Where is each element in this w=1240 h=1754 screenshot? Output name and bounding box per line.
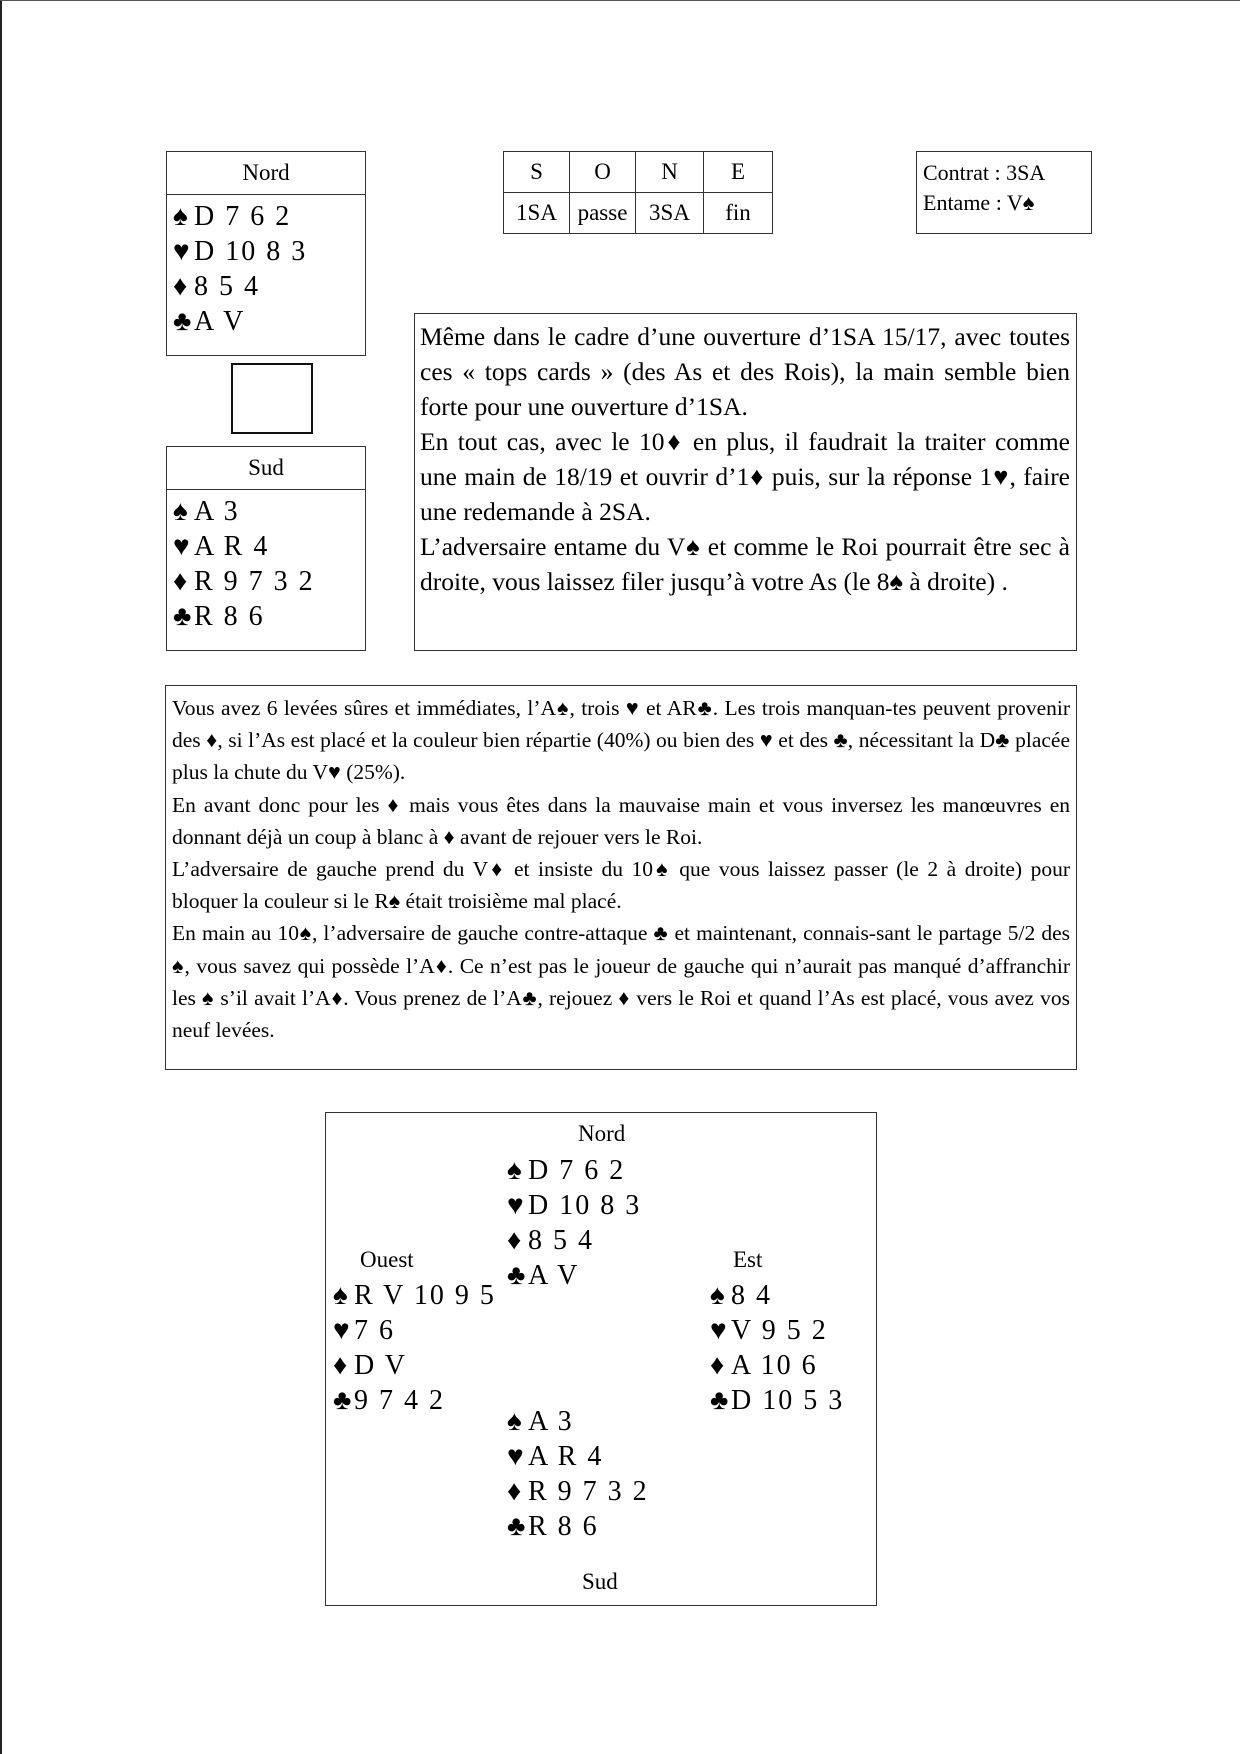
lead-line: Entame : V♠ [923, 190, 1035, 215]
diamond-icon: ♦ [710, 1350, 725, 1381]
bidding-header-east: E [704, 152, 773, 193]
south-hand-title: Sud [167, 447, 365, 490]
bidding-header-north: N [636, 152, 704, 193]
deal-north-diamonds: ♦ 8 5 4 [507, 1225, 594, 1256]
bidding-header-west: O [570, 152, 636, 193]
spade-icon: ♠ [173, 201, 188, 232]
bidding-call-row [504, 193, 773, 234]
commentary-1-paragraph: En tout cas, avec le 10♦ en plus, il faudrait la traiter comme une main de 18/19 et ouvrir d’1♦ puis, sur la réponse 1♥, faire une redemande à 2SA. [420, 427, 1070, 526]
deal-south-clubs: ♣R 8 6 [507, 1511, 599, 1542]
deal-west-diamonds: ♦ D V [333, 1350, 407, 1381]
deal-south-label: Sud [582, 1569, 618, 1594]
deal-west-hand [333, 1278, 496, 1418]
heart-icon: ♥ [507, 1441, 524, 1472]
diamond-icon: ♦ [173, 566, 188, 597]
commentary-2-paragraph: L’adversaire de gauche prend du V♦ et insiste du 10♠ que vous laissez passer (le 2 à droite) pour bloquer la couleur si le R♠ était troisième mal placé. [172, 857, 1070, 914]
deal-north-hearts: ♥ D 10 8 3 [507, 1190, 642, 1221]
north-spades: ♠ D 7 6 2 [173, 201, 292, 232]
diamond-icon: ♦ [333, 1350, 348, 1381]
commentary-box-2 [165, 685, 1077, 1070]
bidding-call-east: fin [704, 193, 773, 234]
south-spades: ♠ A 3 [173, 496, 240, 527]
deal-north-label: Nord [578, 1121, 626, 1146]
spade-icon: ♠ [173, 496, 188, 527]
north-hand-title: Nord [167, 152, 365, 195]
spade-icon: ♠ [710, 1280, 725, 1311]
contract-line: Contrat : 3SA [923, 160, 1046, 185]
deal-east-spades: ♠ 8 4 [710, 1280, 772, 1311]
deal-west-label: Ouest [360, 1247, 414, 1272]
deal-east-hearts: ♥ V 9 5 2 [710, 1315, 828, 1346]
bidding-header-south: S [504, 152, 570, 193]
club-icon: ♣ [333, 1385, 352, 1416]
commentary-2-paragraph: Vous avez 6 levées sûres et immédiates, l’A♠, trois ♥ et AR♣. Les trois manquan-tes peuvent provenir des ♦, si l’As est placé et la couleur bien répartie (40%) ou bien des ♥ et des ♣, nécessitant la D♣ placée plus la chute du V♥ (25%). [172, 696, 1070, 785]
deal-east-hand [710, 1278, 844, 1418]
commentary-2-paragraph: En avant donc pour les ♦ mais vous êtes dans la mauvaise main et vous inversez les manœuvres en donnant déjà un coup à blanc à ♦ avant de rejouer vers le Roi. [172, 792, 1070, 849]
club-icon: ♣ [507, 1511, 526, 1542]
deal-north-spades: ♠ D 7 6 2 [507, 1155, 626, 1186]
commentary-1-paragraph: L’adversaire entame du V♠ et comme le Roi pourrait être sec à droite, vous laissez filer jusqu’à votre As (le 8♠ à droite) . [420, 532, 1070, 596]
diamond-icon: ♦ [173, 271, 188, 302]
spade-icon: ♠ [507, 1155, 522, 1186]
page-top-edge [0, 0, 1240, 1]
table-placeholder-box [231, 363, 313, 434]
club-icon: ♣ [710, 1385, 729, 1416]
club-icon: ♣ [173, 601, 192, 632]
deal-south-spades: ♠ A 3 [507, 1406, 574, 1437]
commentary-2-paragraph: En main au 10♠, l’adversaire de gauche contre-attaque ♣ et maintenant, connais-sant le partage 5/2 des ♠, vous savez qui possède l’A♦. Ce n’est pas le joueur de gauche qui n’aurait pas manqué d’affranchir les ♠ s’il avait l’A♦. Vous prenez de l’A♣, rejouez ♦ vers le Roi et quand l’As est placé, vous avez vos neuf levées. [172, 921, 1070, 1043]
deal-west-clubs: ♣9 7 4 2 [333, 1385, 445, 1416]
club-icon: ♣ [173, 306, 192, 337]
deal-west-spades: ♠ R V 10 9 5 [333, 1280, 496, 1311]
south-hand-box [166, 446, 366, 651]
deal-west-hearts: ♥ 7 6 [333, 1315, 395, 1346]
full-deal-diagram [325, 1112, 877, 1606]
deal-south-hearts: ♥ A R 4 [507, 1441, 604, 1472]
deal-south-diamonds: ♦ R 9 7 3 2 [507, 1476, 649, 1507]
spade-icon: ♠ [333, 1280, 348, 1311]
page-left-edge [0, 0, 2, 1754]
deal-north-hand [507, 1153, 641, 1293]
diamond-icon: ♦ [507, 1225, 522, 1256]
north-clubs: ♣A V [173, 306, 246, 337]
commentary-1-paragraph: Même dans le cadre d’une ouverture d’1SA 15/17, avec toutes ces « tops cards » (des As et des Rois), la main semble bien forte pour une ouverture d’1SA. [420, 322, 1070, 421]
bidding-call-south: 1SA [504, 193, 570, 234]
south-hearts: ♥ A R 4 [173, 531, 270, 562]
heart-icon: ♥ [173, 531, 190, 562]
diamond-icon: ♦ [507, 1476, 522, 1507]
deal-north-clubs: ♣A V [507, 1260, 580, 1291]
deal-east-clubs: ♣D 10 5 3 [710, 1385, 845, 1416]
deal-east-diamonds: ♦ A 10 6 [710, 1350, 818, 1381]
heart-icon: ♥ [507, 1190, 524, 1221]
commentary-box-1 [414, 313, 1077, 651]
deal-south-hand [507, 1404, 649, 1544]
south-diamonds: ♦ R 9 7 3 2 [173, 566, 315, 597]
heart-icon: ♥ [333, 1315, 350, 1346]
heart-icon: ♥ [173, 236, 190, 267]
north-hearts: ♥ D 10 8 3 [173, 236, 308, 267]
deal-east-label: Est [733, 1247, 763, 1272]
bidding-header-row [504, 152, 773, 193]
south-clubs: ♣R 8 6 [173, 601, 265, 632]
bidding-call-north: 3SA [636, 193, 704, 234]
heart-icon: ♥ [710, 1315, 727, 1346]
bidding-call-west: passe [570, 193, 636, 234]
north-hand-box [166, 151, 366, 356]
bidding-table [503, 151, 773, 234]
contract-box [916, 151, 1092, 234]
north-diamonds: ♦ 8 5 4 [173, 271, 260, 302]
club-icon: ♣ [507, 1260, 526, 1291]
spade-icon: ♠ [507, 1406, 522, 1437]
